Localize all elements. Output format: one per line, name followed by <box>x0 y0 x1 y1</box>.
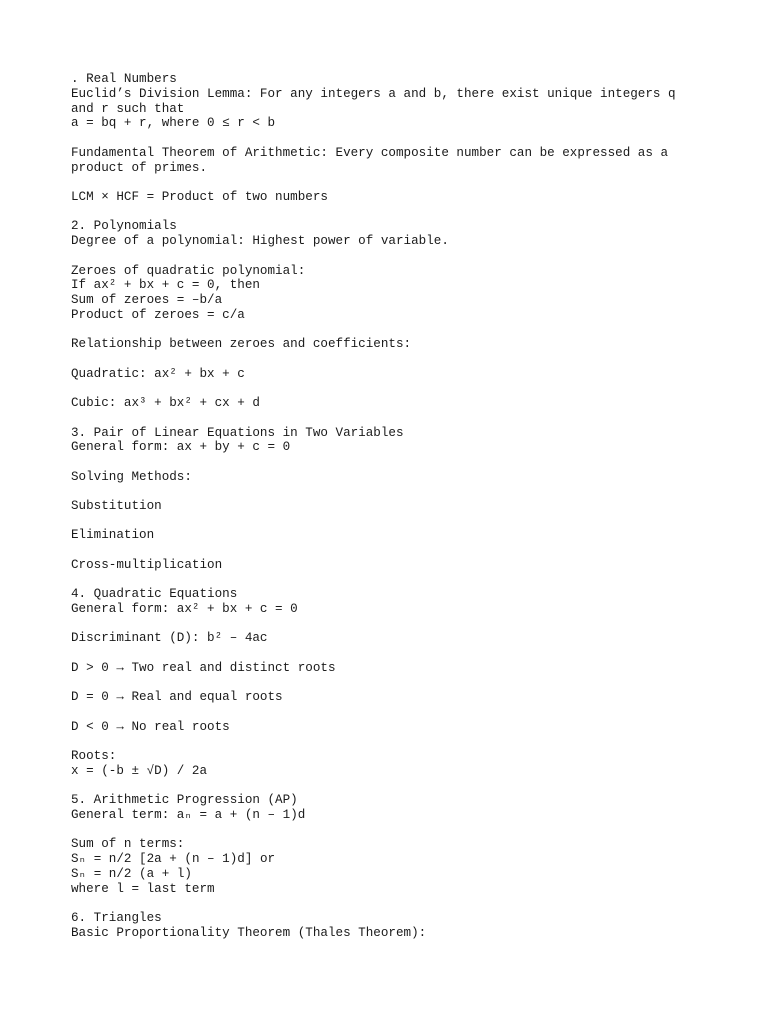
text-line: Elimination <box>71 528 155 543</box>
text-line: 2. Polynomials <box>71 219 177 234</box>
text-block <box>71 528 711 543</box>
text-block <box>71 911 711 941</box>
text-line: 6. Triangles <box>71 911 162 926</box>
document-page <box>71 72 711 955</box>
text-line: product of primes. <box>71 160 208 175</box>
text-line: Cross-multiplication <box>71 557 223 572</box>
text-block <box>71 470 711 485</box>
text-block <box>71 426 711 456</box>
text-line: LCM × HCF = Product of two numbers <box>71 189 328 204</box>
text-line: a = bq + r, where 0 ≤ r < b <box>71 116 276 131</box>
text-line: Sₙ = n/2 [2a + (n – 1)d] or <box>71 852 276 867</box>
text-line: Quadratic: ax² + bx + c <box>71 366 245 381</box>
text-block <box>71 837 711 896</box>
text-line: Euclid’s Division Lemma: For any integers a and b, there exist unique integers q <box>71 86 676 101</box>
text-line: General term: aₙ = a + (n – 1)d <box>71 807 306 822</box>
text-block <box>71 587 711 617</box>
text-line: Sₙ = n/2 (a + l) <box>71 866 192 881</box>
text-line: D < 0 → No real roots <box>71 719 230 734</box>
text-block <box>71 264 711 323</box>
text-line: and r such that <box>71 101 185 116</box>
text-block <box>71 337 711 352</box>
text-block <box>71 190 711 205</box>
text-line: Discriminant (D): b² – 4ac <box>71 631 268 646</box>
text-block <box>71 72 711 131</box>
text-line: Sum of n terms: <box>71 837 185 852</box>
text-line: 5. Arithmetic Progression (AP) <box>71 793 298 808</box>
text-block <box>71 793 711 823</box>
text-line: 4. Quadratic Equations <box>71 587 238 602</box>
text-line: General form: ax² + bx + c = 0 <box>71 602 298 617</box>
text-line: Fundamental Theorem of Arithmetic: Every composite number can be expressed as a <box>71 145 669 160</box>
text-block <box>71 558 711 573</box>
text-line: Roots: <box>71 749 117 763</box>
text-block <box>71 690 711 705</box>
text-line: Sum of zeroes = –b/a <box>71 293 223 308</box>
text-line: 3. Pair of Linear Equations in Two Variables <box>71 425 404 440</box>
text-block <box>71 631 711 646</box>
text-line: Solving Methods: <box>71 469 192 484</box>
text-block <box>71 661 711 676</box>
text-line: x = (-b ± √D) / 2a <box>71 763 208 778</box>
text-line: General form: ax + by + c = 0 <box>71 440 291 455</box>
text-line: Basic Proportionality Theorem (Thales Theorem): <box>71 925 427 940</box>
text-line: where l = last term <box>71 881 215 896</box>
text-block <box>71 720 711 735</box>
text-block <box>71 367 711 382</box>
text-line: D > 0 → Two real and distinct roots <box>71 660 336 675</box>
text-line: Relationship between zeroes and coefficients: <box>71 337 412 352</box>
text-block <box>71 396 711 411</box>
text-line: Zeroes of quadratic polynomial: <box>71 263 306 278</box>
text-line: Product of zeroes = c/a <box>71 307 245 322</box>
text-line: D = 0 → Real and equal roots <box>71 690 283 705</box>
text-block <box>71 146 711 176</box>
text-block <box>71 749 711 779</box>
text-block <box>71 219 711 249</box>
text-line: Degree of a polynomial: Highest power of variable. <box>71 234 449 249</box>
text-line: Substitution <box>71 499 162 514</box>
text-line: Cubic: ax³ + bx² + cx + d <box>71 396 260 411</box>
text-line: . Real Numbers <box>71 72 177 86</box>
text-line: If ax² + bx + c = 0, then <box>71 278 260 293</box>
text-block <box>71 499 711 514</box>
